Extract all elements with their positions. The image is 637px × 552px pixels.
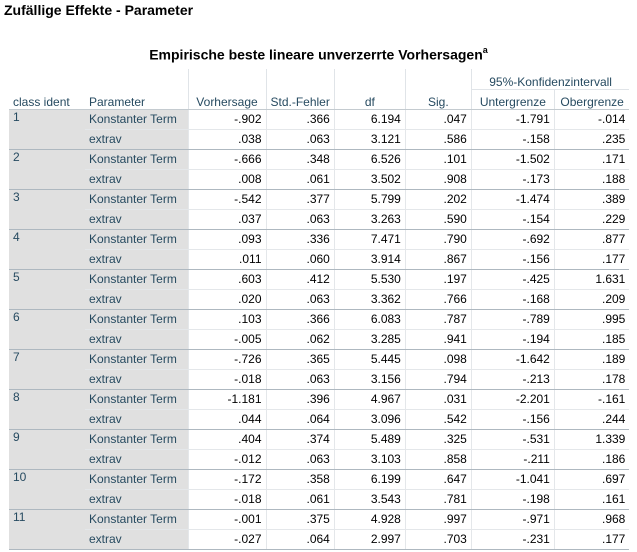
untergrenze-cell: -.971 [471, 509, 554, 529]
df-cell: 5.799 [334, 189, 405, 209]
vorhersage-cell: -.726 [188, 349, 266, 369]
std-fehler-cell: .060 [266, 249, 334, 269]
obergrenze-cell: -.014 [554, 109, 629, 129]
std-fehler-cell: .396 [266, 389, 334, 409]
parameter-cell: Konstanter Term [85, 149, 188, 169]
vorhersage-cell: .103 [188, 309, 266, 329]
obergrenze-cell: .968 [554, 509, 629, 529]
df-cell: 3.156 [334, 369, 405, 389]
obergrenze-cell: .185 [554, 329, 629, 349]
obergrenze-cell: .209 [554, 289, 629, 309]
std-fehler-cell: .064 [266, 529, 334, 549]
table-row [9, 249, 629, 269]
header-ci-group: 95%-Konfidenzintervall [471, 69, 629, 89]
parameter-cell: Konstanter Term [85, 109, 188, 129]
parameter-cell: extrav [85, 409, 188, 429]
untergrenze-cell: -1.041 [471, 469, 554, 489]
obergrenze-cell: .171 [554, 149, 629, 169]
sig-cell: .703 [405, 529, 471, 549]
sig-cell: .908 [405, 169, 471, 189]
obergrenze-cell: .229 [554, 209, 629, 229]
std-fehler-cell: .061 [266, 169, 334, 189]
df-cell: 3.543 [334, 489, 405, 509]
header-class-ident: class ident [9, 89, 85, 109]
class-ident-cell: 9 [9, 429, 85, 469]
obergrenze-cell: .177 [554, 529, 629, 549]
untergrenze-cell: -.692 [471, 229, 554, 249]
std-fehler-cell: .375 [266, 509, 334, 529]
header-vorhersage: Vorhersage [188, 89, 266, 109]
obergrenze-cell: -.161 [554, 389, 629, 409]
vorhersage-cell: -.542 [188, 189, 266, 209]
sig-cell: .766 [405, 289, 471, 309]
class-ident-cell: 8 [9, 389, 85, 429]
header-obergrenze: Obergrenze [554, 89, 629, 109]
sig-cell: .098 [405, 349, 471, 369]
table-row [9, 109, 629, 129]
obergrenze-cell: .186 [554, 449, 629, 469]
blup-table [9, 69, 629, 550]
std-fehler-cell: .061 [266, 489, 334, 509]
table-row [9, 509, 629, 529]
df-cell: 6.199 [334, 469, 405, 489]
vorhersage-cell: -.027 [188, 529, 266, 549]
table-row [9, 129, 629, 149]
vorhersage-cell: .404 [188, 429, 266, 449]
std-fehler-cell: .063 [266, 129, 334, 149]
df-cell: 7.471 [334, 229, 405, 249]
footnote-marker: a [482, 45, 488, 55]
vorhersage-cell: .037 [188, 209, 266, 229]
obergrenze-cell: 1.339 [554, 429, 629, 449]
sig-cell: .197 [405, 269, 471, 289]
vorhersage-cell: -.902 [188, 109, 266, 129]
std-fehler-cell: .063 [266, 369, 334, 389]
parameter-cell: extrav [85, 329, 188, 349]
table-row [9, 349, 629, 369]
untergrenze-cell: -.789 [471, 309, 554, 329]
table-row [9, 429, 629, 449]
vorhersage-cell: -1.181 [188, 389, 266, 409]
df-cell: 3.121 [334, 129, 405, 149]
vorhersage-cell: -.172 [188, 469, 266, 489]
untergrenze-cell: -1.474 [471, 189, 554, 209]
std-fehler-cell: .358 [266, 469, 334, 489]
vorhersage-cell: -.018 [188, 489, 266, 509]
untergrenze-cell: -.531 [471, 429, 554, 449]
std-fehler-cell: .062 [266, 329, 334, 349]
table-row [9, 329, 629, 349]
table-row [9, 229, 629, 249]
obergrenze-cell: .178 [554, 369, 629, 389]
table-row [9, 489, 629, 509]
class-ident-cell: 2 [9, 149, 85, 189]
df-cell: 6.194 [334, 109, 405, 129]
class-ident-cell: 7 [9, 349, 85, 389]
table-row [9, 169, 629, 189]
parameter-cell: extrav [85, 289, 188, 309]
class-ident-cell: 3 [9, 189, 85, 229]
parameter-cell: Konstanter Term [85, 509, 188, 529]
vorhersage-cell: .044 [188, 409, 266, 429]
vorhersage-cell: .008 [188, 169, 266, 189]
header-spacer [334, 69, 405, 89]
class-ident-cell: 11 [9, 509, 85, 549]
sig-cell: .867 [405, 249, 471, 269]
parameter-cell: extrav [85, 529, 188, 549]
header-spacer [188, 69, 266, 89]
header-untergrenze: Untergrenze [471, 89, 554, 109]
std-fehler-cell: .336 [266, 229, 334, 249]
sig-cell: .794 [405, 369, 471, 389]
untergrenze-cell: -.158 [471, 129, 554, 149]
parameter-cell: extrav [85, 449, 188, 469]
std-fehler-cell: .063 [266, 289, 334, 309]
class-ident-cell: 6 [9, 309, 85, 349]
obergrenze-cell: .244 [554, 409, 629, 429]
untergrenze-cell: -.168 [471, 289, 554, 309]
table-body [9, 109, 629, 549]
sig-cell: .325 [405, 429, 471, 449]
untergrenze-cell: -.194 [471, 329, 554, 349]
untergrenze-cell: -1.642 [471, 349, 554, 369]
untergrenze-cell: -.213 [471, 369, 554, 389]
std-fehler-cell: .374 [266, 429, 334, 449]
obergrenze-cell: .995 [554, 309, 629, 329]
table-row [9, 529, 629, 549]
df-cell: 3.362 [334, 289, 405, 309]
sig-cell: .790 [405, 229, 471, 249]
untergrenze-cell: -.156 [471, 249, 554, 269]
section-title: Zufällige Effekte - Parameter [4, 2, 194, 18]
parameter-cell: extrav [85, 169, 188, 189]
vorhersage-cell: .093 [188, 229, 266, 249]
obergrenze-cell: .188 [554, 169, 629, 189]
table-row [9, 449, 629, 469]
sig-cell: .047 [405, 109, 471, 129]
df-cell: 4.928 [334, 509, 405, 529]
parameter-cell: Konstanter Term [85, 429, 188, 449]
vorhersage-cell: -.666 [188, 149, 266, 169]
sig-cell: .997 [405, 509, 471, 529]
header-df: df [334, 89, 405, 109]
df-cell: 5.530 [334, 269, 405, 289]
sig-cell: .590 [405, 209, 471, 229]
parameter-cell: extrav [85, 209, 188, 229]
header-spacer [85, 69, 188, 89]
df-cell: 3.914 [334, 249, 405, 269]
table-row [9, 469, 629, 489]
sig-cell: .542 [405, 409, 471, 429]
untergrenze-cell: -.156 [471, 409, 554, 429]
df-cell: 5.445 [334, 349, 405, 369]
parameter-cell: extrav [85, 129, 188, 149]
table-title [0, 46, 637, 63]
untergrenze-cell: -.425 [471, 269, 554, 289]
df-cell: 3.285 [334, 329, 405, 349]
untergrenze-cell: -2.201 [471, 389, 554, 409]
table-row [9, 289, 629, 309]
parameter-cell: extrav [85, 369, 188, 389]
table-row [9, 409, 629, 429]
table-row [9, 369, 629, 389]
parameter-cell: Konstanter Term [85, 309, 188, 329]
sig-cell: .647 [405, 469, 471, 489]
obergrenze-cell: 1.631 [554, 269, 629, 289]
class-ident-cell: 5 [9, 269, 85, 309]
df-cell: 2.997 [334, 529, 405, 549]
sig-cell: .781 [405, 489, 471, 509]
std-fehler-cell: .377 [266, 189, 334, 209]
table-row [9, 149, 629, 169]
vorhersage-cell: -.012 [188, 449, 266, 469]
sig-cell: .202 [405, 189, 471, 209]
obergrenze-cell: .389 [554, 189, 629, 209]
df-cell: 3.103 [334, 449, 405, 469]
table-row [9, 269, 629, 289]
obergrenze-cell: .697 [554, 469, 629, 489]
obergrenze-cell: .235 [554, 129, 629, 149]
untergrenze-cell: -1.502 [471, 149, 554, 169]
obergrenze-cell: .189 [554, 349, 629, 369]
untergrenze-cell: -.198 [471, 489, 554, 509]
header-std-fehler: Std.-Fehler [266, 89, 334, 109]
std-fehler-cell: .063 [266, 209, 334, 229]
class-ident-cell: 10 [9, 469, 85, 509]
std-fehler-cell: .366 [266, 109, 334, 129]
vorhersage-cell: -.001 [188, 509, 266, 529]
untergrenze-cell: -.173 [471, 169, 554, 189]
df-cell: 3.502 [334, 169, 405, 189]
obergrenze-cell: .877 [554, 229, 629, 249]
header-sig: Sig. [405, 89, 471, 109]
std-fehler-cell: .063 [266, 449, 334, 469]
df-cell: 3.096 [334, 409, 405, 429]
vorhersage-cell: .020 [188, 289, 266, 309]
std-fehler-cell: .064 [266, 409, 334, 429]
header-parameter: Parameter [85, 89, 188, 109]
parameter-cell: Konstanter Term [85, 389, 188, 409]
header-spacer [405, 69, 471, 89]
df-cell: 5.489 [334, 429, 405, 449]
df-cell: 6.526 [334, 149, 405, 169]
df-cell: 4.967 [334, 389, 405, 409]
sig-cell: .586 [405, 129, 471, 149]
vorhersage-cell: .011 [188, 249, 266, 269]
table-row [9, 189, 629, 209]
parameter-cell: extrav [85, 489, 188, 509]
obergrenze-cell: .161 [554, 489, 629, 509]
parameter-cell: Konstanter Term [85, 469, 188, 489]
untergrenze-cell: -.211 [471, 449, 554, 469]
sig-cell: .858 [405, 449, 471, 469]
parameter-cell: Konstanter Term [85, 269, 188, 289]
header-spacer [266, 69, 334, 89]
table-row [9, 209, 629, 229]
vorhersage-cell: .038 [188, 129, 266, 149]
header-spacer [9, 69, 85, 89]
table-row [9, 309, 629, 329]
parameter-cell: Konstanter Term [85, 189, 188, 209]
untergrenze-cell: -1.791 [471, 109, 554, 129]
vorhersage-cell: .603 [188, 269, 266, 289]
vorhersage-cell: -.005 [188, 329, 266, 349]
std-fehler-cell: .348 [266, 149, 334, 169]
std-fehler-cell: .412 [266, 269, 334, 289]
std-fehler-cell: .366 [266, 309, 334, 329]
df-cell: 3.263 [334, 209, 405, 229]
sig-cell: .941 [405, 329, 471, 349]
obergrenze-cell: .177 [554, 249, 629, 269]
table-title-text: Empirische beste lineare unverzerrte Vorhersagen [149, 46, 483, 63]
parameter-cell: Konstanter Term [85, 229, 188, 249]
parameter-cell: Konstanter Term [85, 349, 188, 369]
std-fehler-cell: .365 [266, 349, 334, 369]
untergrenze-cell: -.154 [471, 209, 554, 229]
sig-cell: .031 [405, 389, 471, 409]
class-ident-cell: 1 [9, 109, 85, 149]
df-cell: 6.083 [334, 309, 405, 329]
untergrenze-cell: -.231 [471, 529, 554, 549]
class-ident-cell: 4 [9, 229, 85, 269]
sig-cell: .101 [405, 149, 471, 169]
sig-cell: .787 [405, 309, 471, 329]
table-row [9, 389, 629, 409]
parameter-cell: extrav [85, 249, 188, 269]
vorhersage-cell: -.018 [188, 369, 266, 389]
